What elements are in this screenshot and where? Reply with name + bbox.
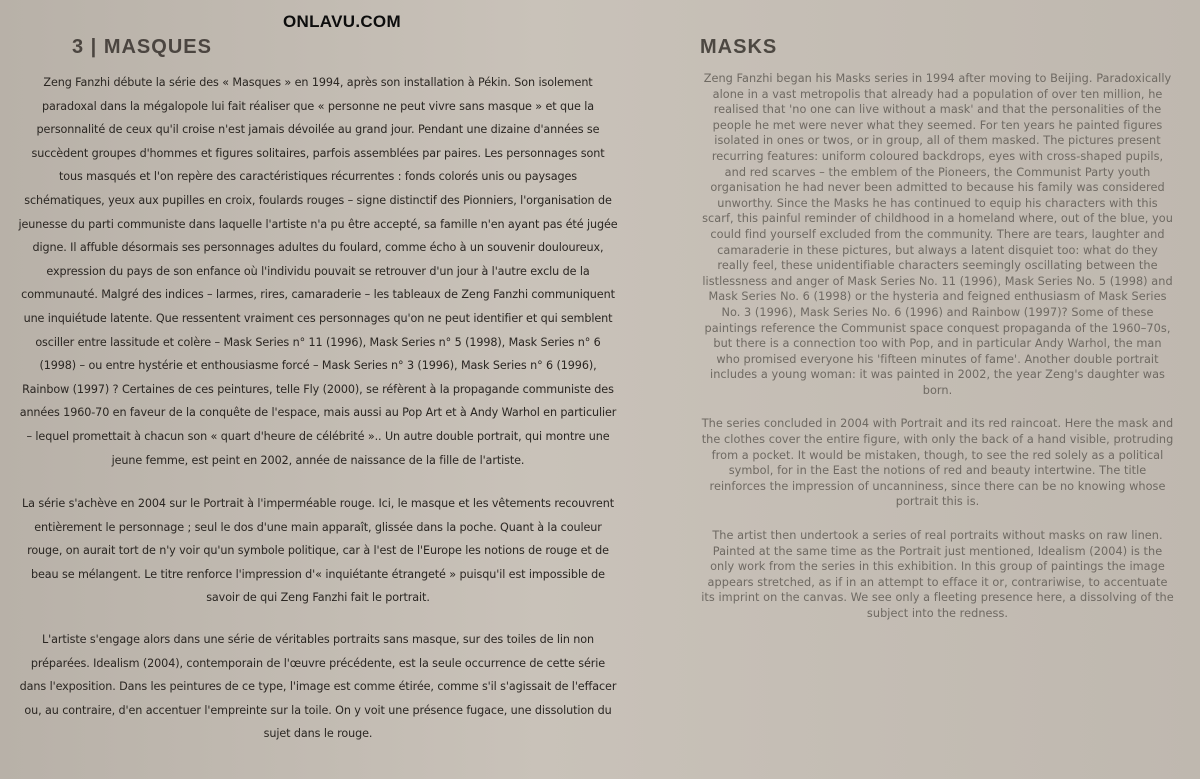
english-paragraph-3: The artist then undertook a series of real portraits without masks on raw linen. Painted at the same time as the Portrait just mentioned, Idealism (2004) is the only work from the series in this exhibition. In this group of paintings the image appears stretched, as if in an attempt to efface it or, contrariwise, to accentuate its imprint on the canvas. We see only a fleeting presence here, a dissolving of the subject into the redness. xyxy=(701,529,1174,620)
english-paragraph-2: The series concluded in 2004 with Portrait and its red raincoat. Here the mask and the clothes cover the entire figure, with only the back of a hand visible, protruding from a pocket. It would be mistaken, though, to see the red solely as a political symbol, for in the East the notions of red and beauty intertwine. The title reinforces the impression of uncanniness, since there can be no knowing whose portrait this is. xyxy=(701,417,1174,509)
french-paragraph-1: Zeng Fanzhi débute la série des « Masques » en 1994, après son installation à Pékin. Son isolement paradoxal dans la mégalopole lui fait réaliser que « personne ne peut vivre sans masque » et que la personnalité de ceux qu'il croise n'est jamais dévoilée au grand jour. Pendant une dizaine d'années se succèdent groupes d'hommes et figures solitaires, parfois assemblées par paires. Les personnages sont tous masqués et l'on repère des caractéristiques récurrentes : fonds colorés unis ou paysages schématiques, yeux aux pupilles en croix, foulards rouges – signe distinctif des Pionniers, l'organisation de jeunesse du parti communiste dans laquelle l'artiste n'a pu être accepté, sa famille n'en ayant pas été jugée digne. Il affuble désormais ses personnages adultes du foulard, comme écho à un souvenir douloureux, expression du pays de son enfance où l'individu pouvait se retrouver d'un jour à l'autre exclu de la communauté. Malgré des indices – larmes, rires, camaraderie – les tableaux de Zeng Fanzhi communiquent une inquiétude latente. Que ressentent vraiment ces personnages qu'on ne peut identifier et qui semblent osciller entre lassitude et colère – Mask Series n° 11 (1996), Mask Series n° 5 (1998), Mask Series n° 6 (1998) – ou entre hystérie et enthousiasme forcé – Mask Series n° 3 (1996), Mask Series n° 6 (1996), Rainbow (1997) ? Certaines de ces peintures, telle Fly (2000), se réfèrent à la propagande communiste des années 1960-70 en faveur de la conquête de l'espace, mais aussi au Pop Art et à Andy Warhol en particulier – lequel promettait à chacun son « quart d'heure de célébrité ».. Un autre double portrait, qui montre une jeune femme, est peint en 2002, année de naissance de la fille de l'artiste. xyxy=(18,76,618,467)
french-text-column xyxy=(18,36,618,764)
french-paragraph-2: La série s'achève en 2004 sur le Portrait à l'imperméable rouge. Ici, le masque et les vêtements recouvrent entièrement le personnage ; seul le dos d'une main apparaît, glissée dans la poche. Quant à la couleur rouge, on aurait tort de n'y voir qu'un symbole politique, car à l'est de l'Europe les notions de rouge et de beau se mélangent. Le titre renforce l'impression d'« inquiétante étrangeté » puisqu'il est impossible de savoir de qui Zeng Fanzhi fait le portrait. xyxy=(22,497,614,605)
french-paragraph-3: L'artiste s'engage alors dans une série de véritables portraits sans masque, sur des toiles de lin non préparées. Idealism (2004), contemporain de l'œuvre précédente, est la seule occurrence de cette série dans l'exposition. Dans les peintures de ce type, l'image est comme étirée, comme s'il s'agissait de l'effacer ou, au contraire, d'en accentuer l'empreinte sur la toile. On y voit une présence fugace, une dissolution du sujet dans le rouge. xyxy=(19,633,617,741)
english-text-column xyxy=(700,36,1175,640)
english-section-title: MASKS xyxy=(700,36,778,58)
site-watermark: ONLAVU.COM xyxy=(283,12,401,31)
french-section-title: 3 | MASQUES xyxy=(72,36,212,58)
english-paragraph-1: Zeng Fanzhi began his Masks series in 1994 after moving to Beijing. Paradoxically alone in a vast metropolis that already had a population of over ten million, he realised that 'no one can live without a mask' and that the personalities of the people he met were never what they seemed. For ten years he painted figures isolated in ones or twos, or in group, all of them masked. The pictures present recurring features: uniform coloured backdrops, eyes with cross-shaped pupils, and red scarves – the emblem of the Pioneers, the Communist Party youth organisation he had never been admitted to because his family was considered unworthy. Since the Masks he has continued to equip his characters with this scarf, this painful reminder of childhood in a homeland where, out of the blue, you could find yourself excluded from the community. There are tears, laughter and camaraderie in these pictures, but always a latent disquiet too: what do they really feel, these unidentifiable characters seemingly oscillating between the listlessness and anger of Mask Series No. 11 (1996), Mask Series No. 5 (1998) and Mask Series No. 6 (1998) or the hysteria and feigned enthusiasm of Mask Series No. 3 (1996), Mask Series No. 6 (1996) and Rainbow (1997)? Some of these paintings reference the Communist space conquest propaganda of the 1960–70s, but there is a connection too with Pop, and in particular Andy Warhol, the man who promised everyone his 'fifteen minutes of fame'. Another double portrait includes a young woman: it was painted in 2002, the year Zeng's daughter was born. xyxy=(702,72,1173,397)
